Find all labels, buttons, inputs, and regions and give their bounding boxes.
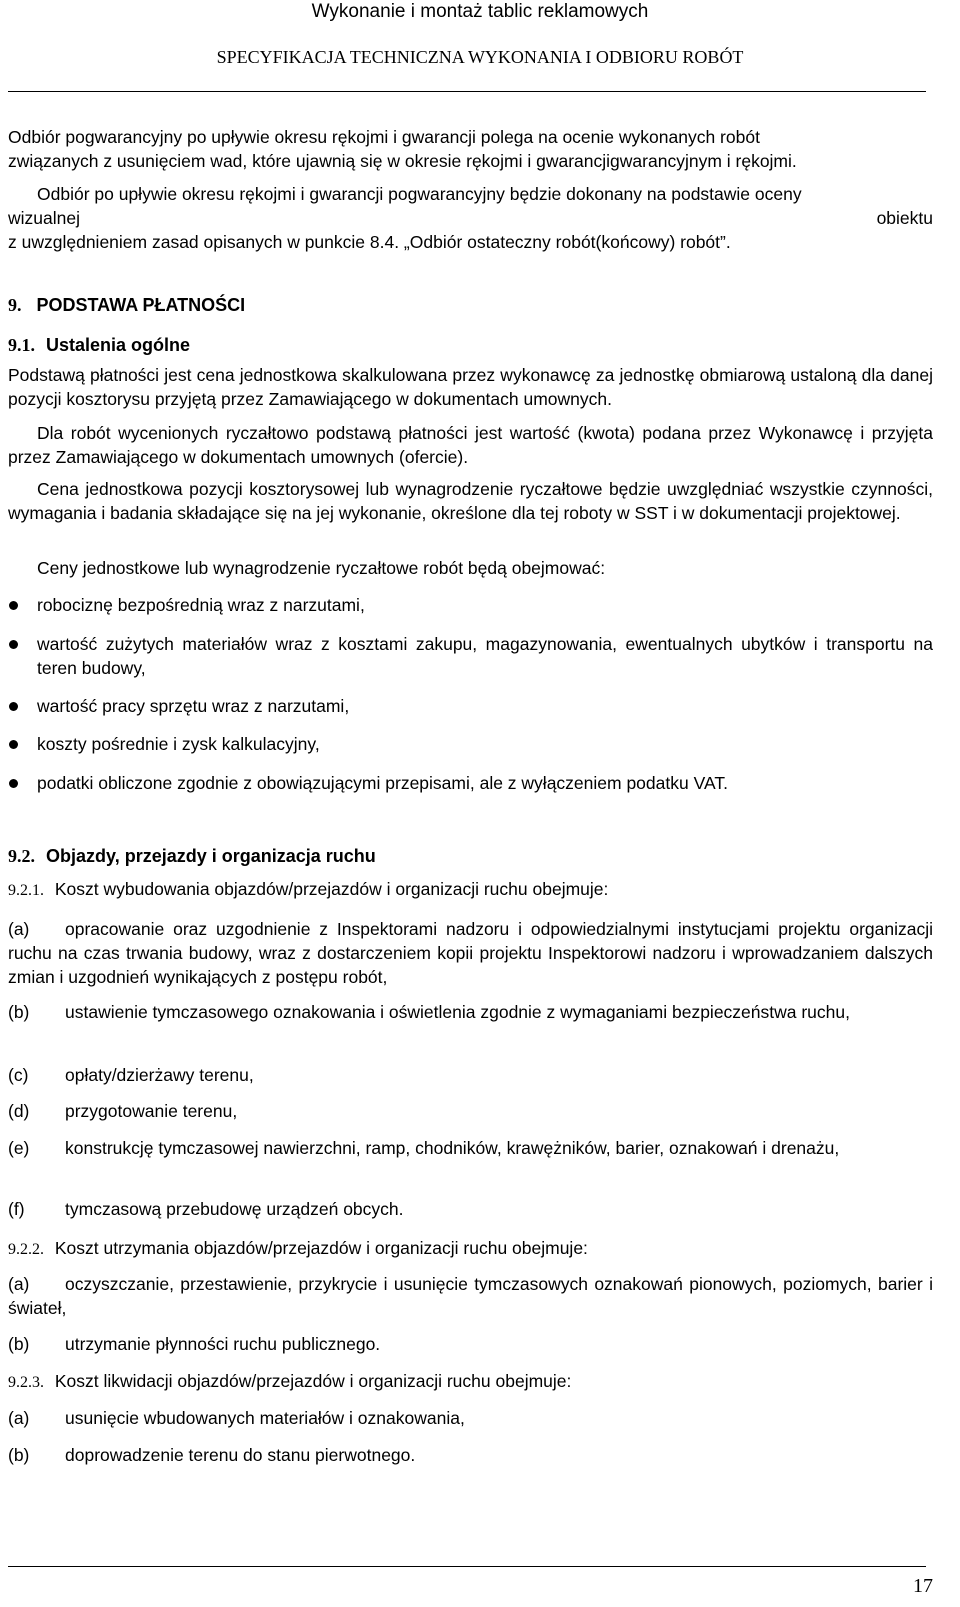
- section-number: 9.: [8, 295, 22, 315]
- item-text: oczyszczanie, przestawienie, przykrycie i usunięcie tymczasowych oznakowań pionowych, poziomych, barier i świateł,: [8, 1274, 933, 1318]
- section-title: PODSTAWA PŁATNOŚCI: [36, 295, 246, 315]
- list-item: [0, 694, 960, 718]
- list-item-text: koszty pośrednie i zysk kalkulacyjny,: [37, 734, 320, 754]
- bullet-icon: [9, 779, 18, 788]
- sub-subsection-heading: [8, 1236, 588, 1262]
- intro-line: z uwzględnieniem zasad opisanych w punkcie 8.4. „Odbiór ostateczny robót(końcowy) robót”.: [8, 232, 731, 252]
- item-label: (e): [8, 1138, 30, 1158]
- intro-line: Odbiór po upływie okresu rękojmi i gwarancji pogwarancyjny będzie dokonany na podstawie oceny: [37, 184, 802, 204]
- item-text: konstrukcję tymczasowej nawierzchni, ramp, chodników, krawężników, barier, oznakowań i drenażu,: [65, 1138, 840, 1158]
- sub-subsection-title: Koszt wybudowania objazdów/przejazdów i organizacji ruchu obejmuje:: [54, 879, 609, 899]
- item-label: (c): [8, 1065, 29, 1085]
- list-item: [0, 732, 960, 756]
- list-item: [0, 593, 960, 617]
- item-label: (b): [8, 1445, 30, 1465]
- sub-subsection-number: 9.2.1.: [8, 882, 44, 899]
- bullet-icon: [9, 640, 18, 649]
- bullet-icon: [9, 601, 18, 610]
- item-text: tymczasową przebudowę urządzeń obcych.: [65, 1199, 404, 1219]
- item-label: (a): [8, 1408, 30, 1428]
- page-number: 17: [913, 1575, 933, 1597]
- header-title: Wykonanie i montaż tablic reklamowych: [311, 1, 649, 22]
- list-item: [8, 1099, 933, 1123]
- list-item: [0, 771, 960, 795]
- subsection-title: Objazdy, przejazdy i organizacja ruchu: [46, 846, 376, 866]
- list-item-text: wartość zużytych materiałów wraz z kosztami zakupu, magazynowania, ewentualnych ubytków i transportu na teren budowy,: [37, 634, 933, 678]
- header-subtitle: SPECYFIKACJA TECHNICZNA WYKONANIA I ODBIORU ROBÓT: [216, 47, 744, 67]
- item-label: (b): [8, 1002, 30, 1022]
- header-rule: [8, 91, 926, 92]
- intro-line: Odbiór pogwarancyjny po upływie okresu rękojmi i gwarancji polega na ocenie wykonanych robót: [8, 127, 760, 147]
- section-heading: [8, 293, 245, 317]
- intro-line: związanych z usunięciem wad, które ujawnią się w okresie rękojmi i gwarancjigwarancyjnym i rękojmi.: [8, 151, 797, 171]
- sub-subsection-heading: [8, 1369, 571, 1395]
- item-text: opłaty/dzierżawy terenu,: [65, 1065, 254, 1085]
- subsection-number: 9.1.: [8, 335, 35, 355]
- list-item: [8, 1332, 933, 1356]
- list-item-text: robociznę bezpośrednią wraz z narzutami,: [37, 595, 365, 615]
- subsection-heading: [8, 844, 376, 868]
- list-item: [8, 1063, 933, 1087]
- item-text: przygotowanie terenu,: [65, 1101, 238, 1121]
- list-item: [8, 1443, 933, 1467]
- item-label: (a): [8, 1274, 30, 1294]
- item-text: ustawienie tymczasowego oznakowania i oświetlenia zgodnie z wymaganiami bezpieczeństwa ruchu,: [65, 1002, 850, 1022]
- item-label: (f): [8, 1199, 25, 1219]
- item-text: doprowadzenie terenu do stanu pierwotnego.: [65, 1445, 416, 1465]
- footer-rule: [8, 1566, 926, 1567]
- item-label: (b): [8, 1334, 30, 1354]
- item-text: utrzymanie płynności ruchu publicznego.: [65, 1334, 381, 1354]
- item-label: (d): [8, 1101, 30, 1121]
- list-item: [8, 1406, 933, 1430]
- list-item: [0, 632, 960, 680]
- item-label: (a): [8, 919, 30, 939]
- subsection-heading: [8, 333, 190, 357]
- sub-subsection-title: Koszt likwidacji objazdów/przejazdów i organizacji ruchu obejmuje:: [54, 1371, 572, 1391]
- intro-word: obiektu: [876, 208, 933, 228]
- intro-word: wizualnej: [8, 208, 80, 228]
- paragraph: Dla robót wycenionych ryczałtowo podstawą płatności jest wartość (kwota) podana przez Wykonawcę i przyjęta przez Zamawiającego w dokumentach umownych (ofercie).: [8, 423, 933, 467]
- subsection-number: 9.2.: [8, 846, 35, 866]
- bullet-icon: [9, 702, 18, 711]
- sub-subsection-number: 9.2.2.: [8, 1241, 44, 1258]
- sub-subsection-number: 9.2.3.: [8, 1374, 44, 1391]
- item-text: opracowanie oraz uzgodnienie z Inspektorami nadzoru i odpowiedzialnymi instytucjami projektu organizacji ruchu na czas trwania budowy, wraz z dostarczeniem kopii projektu Inspektorowi nadzoru i wprowadzaniem dalszych zmian i uzgodnień wynikających z postępu robót,: [8, 919, 933, 987]
- paragraph: Podstawą płatności jest cena jednostkowa skalkulowana przez wykonawcę za jednostkę obmiarową ustaloną dla danej pozycji kosztorysu przyjętą przez Zamawiającego w dokumentach umownych.: [8, 365, 933, 409]
- item-text: usunięcie wbudowanych materiałów i oznakowania,: [65, 1408, 465, 1428]
- paragraph: Ceny jednostkowe lub wynagrodzenie ryczałtowe robót będą obejmować:: [37, 558, 606, 578]
- bullet-icon: [9, 740, 18, 749]
- list-item: [8, 1272, 933, 1320]
- paragraph: Cena jednostkowa pozycji kosztorysowej lub wynagrodzenie ryczałtowe będzie uwzględniać wszystkie czynności, wymagania i badania składające się na jej wykonanie, określone dla tej roboty w SST i w dokumentacji projektowej.: [8, 479, 933, 523]
- list-item-text: wartość pracy sprzętu wraz z narzutami,: [37, 696, 350, 716]
- subsection-title: Ustalenia ogólne: [46, 335, 191, 355]
- list-item-text: podatki obliczone zgodnie z obowiązującymi przepisami, ale z wyłączeniem podatku VAT.: [37, 773, 728, 793]
- sub-subsection-title: Koszt utrzymania objazdów/przejazdów i organizacji ruchu obejmuje:: [54, 1238, 588, 1258]
- sub-subsection-heading: [8, 877, 608, 903]
- list-item: [8, 1136, 933, 1160]
- list-item: [8, 917, 933, 989]
- list-item: [8, 1197, 933, 1221]
- list-item: [8, 1000, 933, 1024]
